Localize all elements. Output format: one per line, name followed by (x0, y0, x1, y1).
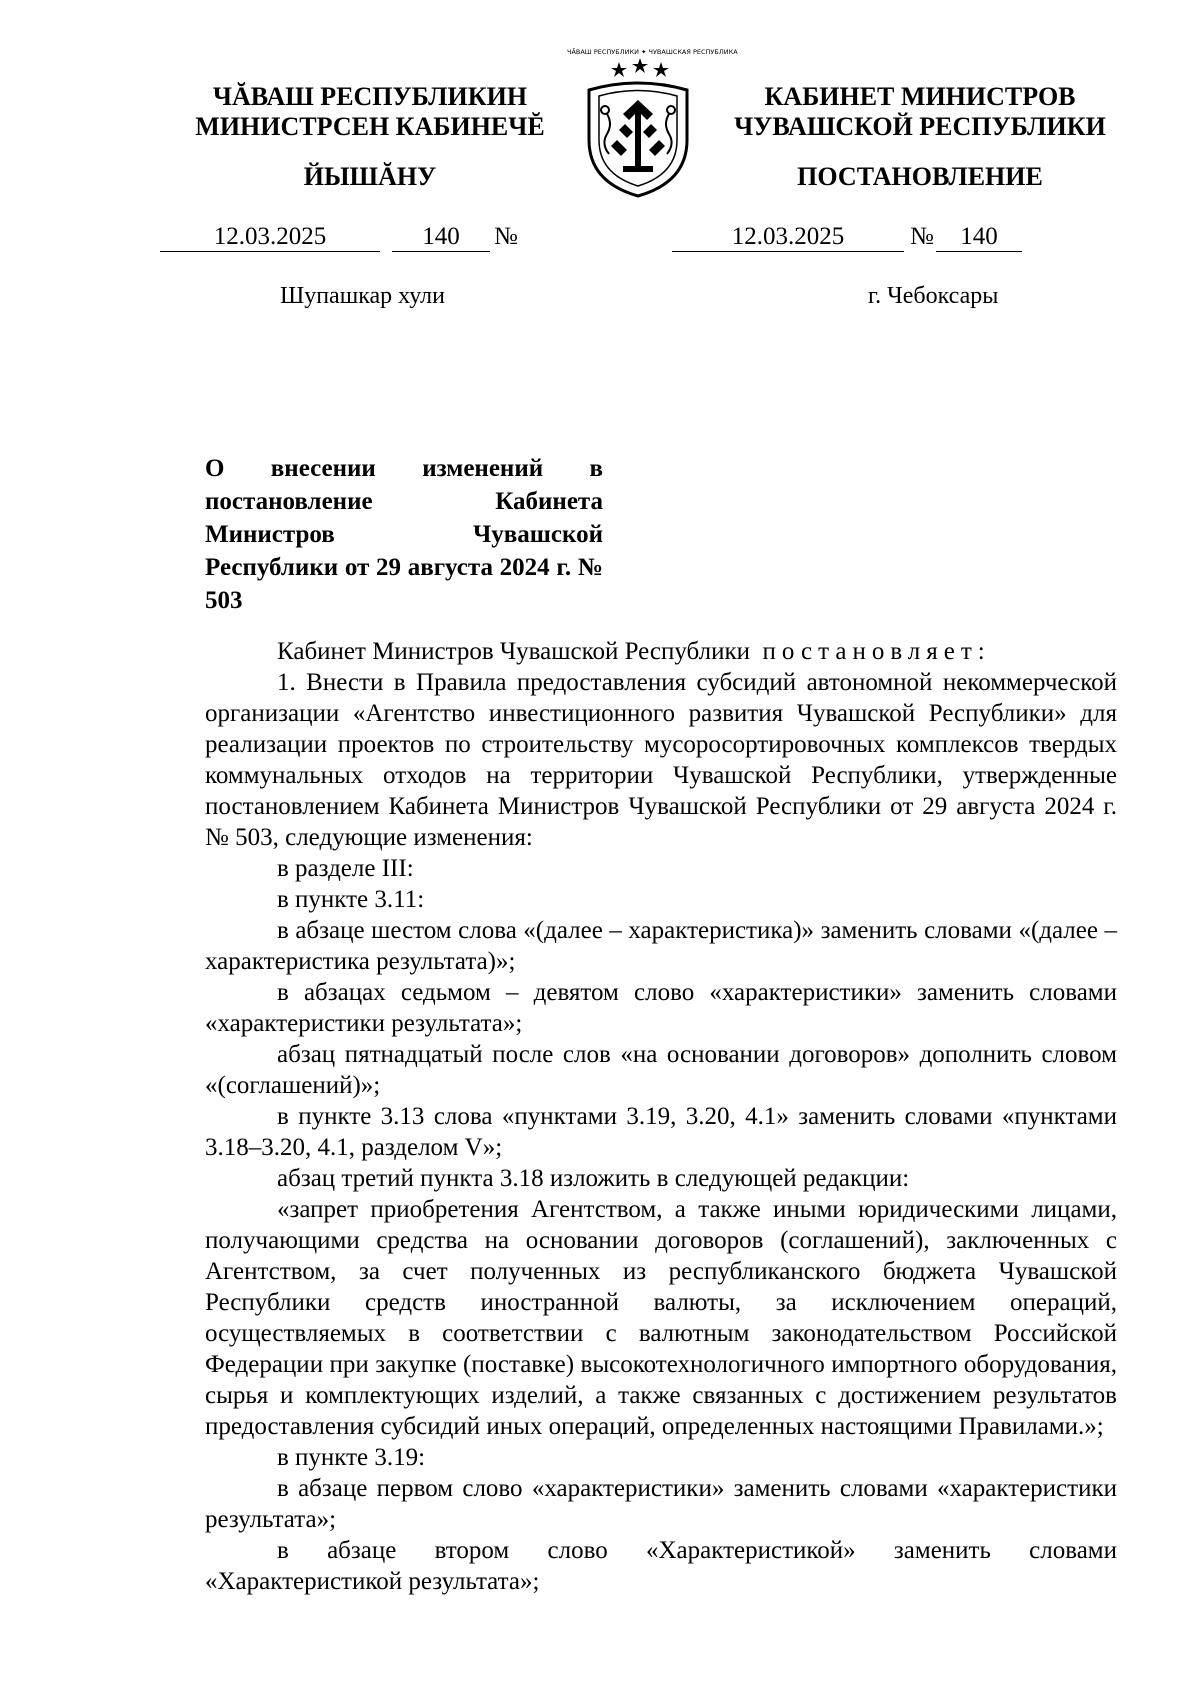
body-paragraph: «запрет приобретения Агентством, а также иными юридическими лицами, получающими средства на основании договоров (соглашений), заключенных с Агентством, за счет полученных из республиканского бюджета Чувашской Республики средств иностранной валюты, за исключением операций, осуществляемых в соответствии с валютным законодательством Российской Федерации при закупке (поставке) высокотехнологичного импортного оборудования, сырья и комплектующих изделий, а также связанных с достижением результатов предоставления субсидий иных операций, определенных настоящими Правилами.»; (205, 1196, 1117, 1440)
left-date-field: 12.03.2025 (160, 223, 380, 252)
left-number-sign: № (494, 223, 518, 250)
body-paragraph: в абзаце первом слово «характеристики» заменить словами «характеристики результата»; (205, 1475, 1117, 1533)
left-document-type: ЙЫШĂНУ (303, 162, 437, 191)
body-paragraph: абзац пятнадцатый после слов «на основании договоров» дополнить словом «(соглашений)»; (205, 1041, 1117, 1099)
right-organization-name: КАБИНЕТ МИНИСТРОВ ЧУВАШСКОЙ РЕСПУБЛИКИ (734, 82, 1106, 141)
right-date-field: 12.03.2025 (672, 223, 904, 252)
body-paragraph: 1. Внести в Правила предоставления субсидий автономной некоммерческой организации «Агентство инвестиционного развития Чувашской Республики» для реализации проектов по строительству мусоросортировочных комплексов твердых коммунальных отходов на территории Чувашской Республики, утвержденные постановлением Кабинета Министров Чувашской Республики от 29 августа 2024 г. № 503, следующие изменения: (205, 669, 1117, 851)
right-document-type: ПОСТАНОВЛЕНИЕ (797, 162, 1043, 191)
left-city-name: Шупашкар хули (280, 283, 445, 309)
body-paragraph: абзац третий пункта 3.18 изложить в следующей редакции: (277, 1165, 910, 1192)
intro-paragraph (205, 636, 1117, 667)
right-number-field: 140 (936, 223, 1022, 252)
right-registration-row (600, 223, 1200, 253)
body-paragraph: в пункте 3.19: (277, 1444, 426, 1471)
right-city-name: г. Чебоксары (868, 283, 999, 309)
emblem-ring-text: ЧĂВАШ РЕСПУБЛИКИ ✦ ЧУВАШСКАЯ РЕСПУБЛИКА (567, 48, 738, 56)
right-number-sign: № (910, 223, 934, 250)
document-body (205, 636, 1117, 1597)
crown-stars-icon (611, 58, 669, 77)
left-organization-name: ЧĂВАШ РЕСПУБЛИКИН МИНИСТРСЕН КАБИНЕЧĔ (195, 82, 545, 141)
body-paragraph: в пункте 3.11: (277, 886, 425, 913)
intro-verb: постановляет: (762, 638, 991, 665)
body-paragraph: в абзаце шестом слова «(далее – характеристика)» заменить словами «(далее – характеристика результата)»; (205, 917, 1117, 975)
intro-text: Кабинет Министров Чувашской Республики (277, 638, 751, 665)
coat-of-arms-emblem (567, 48, 738, 202)
body-paragraph: в абзаце втором слово «Характеристикой» заменить словами «Характеристикой результата»; (205, 1537, 1117, 1595)
left-number-field: 140 (392, 223, 490, 252)
document-subject: О внесении изменений в постановление Кабинета Министров Чувашской Республики от 29 августа 2024 г. № 503 (205, 455, 603, 614)
body-paragraph: в пункте 3.13 слова «пунктами 3.19, 3.20, 4.1» заменить словами «пунктами 3.18–3.20, 4.1, разделом V»; (205, 1103, 1117, 1161)
left-registration-row (0, 223, 600, 253)
body-paragraph: в разделе III: (277, 855, 414, 882)
body-paragraph: в абзацах седьмом – девятом слово «характеристики» заменить словами «характеристики результата»; (205, 979, 1117, 1037)
